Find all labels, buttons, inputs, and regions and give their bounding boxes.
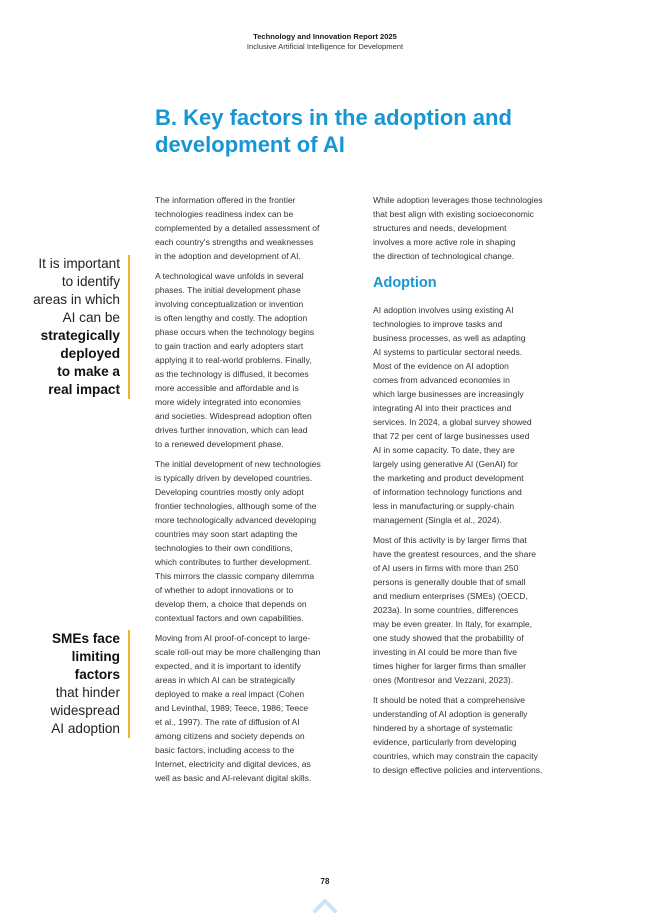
text-line: to design effective policies and interventions. — [373, 765, 543, 775]
text-line: areas in which AI can be strategically — [155, 675, 296, 685]
text-line: involving conceptualization or invention — [155, 299, 304, 309]
text-line: contextual factors and own capabilities. — [155, 613, 304, 623]
text-line: largely using generative AI (GenAI) for — [373, 459, 518, 469]
text-line: Most of the evidence on AI adoption — [373, 361, 509, 371]
text-line: Moving from AI proof-of-concept to large- — [155, 633, 311, 643]
text-line: the marketing and product development — [373, 473, 524, 483]
pull-quote-emphasis: real impact — [48, 382, 120, 397]
pull-quote-line — [18, 648, 120, 666]
text-line: of whether to adopt innovations or to — [155, 585, 294, 595]
text-line: technologies readiness index can be — [155, 209, 294, 219]
text-line: evidence, particularly from developing — [373, 737, 517, 747]
text-line: to a renewed development phase. — [155, 439, 284, 449]
pull-quote-text: that hinder — [55, 685, 120, 700]
pull-quote-line — [18, 327, 120, 345]
text-line: business processes, as well as adapting — [373, 333, 526, 343]
text-line: which large businesses are increasingly — [373, 389, 524, 399]
text-line: While adoption leverages those technologies — [373, 195, 543, 205]
pull-quote-line — [18, 702, 120, 720]
pull-quote-emphasis: limiting — [71, 649, 120, 664]
pull-quote-text: widespread — [50, 703, 120, 718]
text-line: et al., 1997). The rate of diffusion of AI — [155, 717, 300, 727]
text-line: have the greatest resources, and the share — [373, 549, 536, 559]
text-line: in the adoption and development of AI. — [155, 251, 301, 261]
text-line: Internet, electricity and digital devices, as — [155, 759, 311, 769]
text-line: Developing countries mostly only adopt — [155, 487, 304, 497]
left-column — [155, 193, 355, 791]
text-line: times higher for larger firms than smaller — [373, 661, 526, 671]
chevron-up-icon[interactable] — [313, 897, 337, 913]
text-line: basic factors, including access to the — [155, 745, 295, 755]
text-line: and societies. Widespread adoption often — [155, 411, 312, 421]
pull-quote-line — [18, 666, 120, 684]
text-line: hindered by a shortage of systematic — [373, 723, 513, 733]
text-line: phases. The initial development phase — [155, 285, 301, 295]
pull-quote-line — [18, 345, 120, 363]
text-line: AI in some capacity. To date, they are — [373, 445, 515, 455]
text-line: AI systems to particular sectoral needs. — [373, 347, 523, 357]
pull-quote-text: AI can be — [62, 310, 120, 325]
pull-quote-line — [18, 255, 120, 273]
running-header — [0, 32, 650, 52]
text-line: which contributes to further development. — [155, 557, 312, 567]
pull-quote-text: areas in which — [33, 292, 120, 307]
text-line: that 72 per cent of large businesses used — [373, 431, 530, 441]
pull-quote-emphasis: to make a — [57, 364, 120, 379]
text-line: of information technology functions and — [373, 487, 522, 497]
text-line: comes from advanced economies in — [373, 375, 510, 385]
pull-quote-text: AI adoption — [51, 721, 120, 736]
pull-quote-strategic-deployment — [18, 255, 130, 399]
pull-quote-line — [18, 720, 120, 738]
text-line: to gain traction and early adopters start — [155, 341, 304, 351]
paragraph — [373, 533, 573, 687]
page-number: 78 — [320, 877, 330, 886]
pull-quote-text: It is important — [38, 256, 120, 271]
pull-quote-emphasis: deployed — [60, 346, 120, 361]
text-line: technologies to improve tasks and — [373, 319, 503, 329]
text-line: deployed to make a real impact (Cohen — [155, 689, 305, 699]
text-line: applying it to real-world problems. Finally, — [155, 355, 312, 365]
pull-quote-text: to identify — [61, 274, 120, 289]
text-line: Most of this activity is by larger firms that — [373, 535, 527, 545]
right-column-body — [373, 303, 573, 777]
report-subtitle: Inclusive Artificial Intelligence for Development — [246, 42, 404, 51]
paragraph — [373, 303, 573, 527]
text-line: is often lengthy and costly. The adoption — [155, 313, 308, 323]
text-line: phase occurs when the technology begins — [155, 327, 315, 337]
text-line: less in manufacturing or supply-chain — [373, 501, 515, 511]
text-line: technologies to their own conditions, — [155, 543, 293, 553]
text-line: the direction of technological change. — [373, 251, 515, 261]
right-column — [373, 193, 573, 783]
text-line: It should be noted that a comprehensive — [373, 695, 526, 705]
text-line: expected, and it is important to identify — [155, 661, 301, 671]
text-line: persons is generally double that of small — [373, 577, 526, 587]
text-line: is typically driven by developed countries. — [155, 473, 313, 483]
pull-quote-emphasis: SMEs face — [51, 631, 120, 646]
adoption-heading: Adoption — [373, 275, 437, 291]
paragraph — [373, 193, 573, 263]
text-line: integrating AI into their practices and — [373, 403, 512, 413]
text-line: management (Singla et al., 2024). — [373, 515, 502, 525]
pull-quote-line — [18, 363, 120, 381]
text-line: that best align with existing socioeconomic — [373, 209, 535, 219]
text-line: countries may soon start adapting the — [155, 529, 298, 539]
text-line: services. In 2024, a global survey showed — [373, 417, 532, 427]
pull-quote-line — [18, 291, 120, 309]
text-line: more accessible and affordable and is — [155, 383, 299, 393]
pull-quote-line — [18, 273, 120, 291]
text-line: and Levinthal, 1989; Teece, 1986; Teece — [155, 703, 309, 713]
pull-quote-line — [18, 309, 120, 327]
text-line: structures and needs, development — [373, 223, 507, 233]
pull-quote-smes — [18, 630, 130, 738]
report-title: Technology and Innovation Report 2025 — [253, 32, 397, 41]
text-line: more widely integrated into economies — [155, 397, 301, 407]
text-line: investing in AI could be more than five — [373, 647, 517, 657]
text-line: more technologically advanced developing — [155, 515, 317, 525]
paragraph — [373, 693, 573, 777]
right-column-intro — [373, 193, 573, 263]
text-line: ones (Montresor and Vezzani, 2023). — [373, 675, 514, 685]
text-line: develop them, a choice that depends on — [155, 599, 307, 609]
paragraph — [155, 269, 355, 451]
text-line: The information offered in the frontier — [155, 195, 296, 205]
text-line: each country's strengths and weaknesses — [155, 237, 314, 247]
text-line: of AI users in firms with more than 250 — [373, 563, 519, 573]
text-line: well as basic and AI-relevant digital skills. — [155, 773, 312, 783]
section-title: B. Key factors in the adoption and development of AI — [155, 105, 512, 157]
pull-quote-line — [18, 630, 120, 648]
text-line: involves a more active role in shaping — [373, 237, 516, 247]
text-line: as the technology is diffused, it becomes — [155, 369, 309, 379]
text-line: The initial development of new technologies — [155, 459, 321, 469]
paragraph — [155, 631, 355, 785]
text-line: scale roll-out may be more challenging than — [155, 647, 321, 657]
text-line: understanding of AI adoption is generally — [373, 709, 528, 719]
text-line: 2023a). In some countries, differences — [373, 605, 519, 615]
pull-quote-emphasis: strategically — [40, 328, 120, 343]
pull-quote-emphasis: factors — [74, 667, 120, 682]
text-line: among citizens and society depends on — [155, 731, 305, 741]
text-line: frontier technologies, although some of the — [155, 501, 317, 511]
text-line: and medium enterprises (SMEs) (OECD, — [373, 591, 528, 601]
text-line: complemented by a detailed assessment of — [155, 223, 320, 233]
text-line: may be even greater. In Italy, for example, — [373, 619, 532, 629]
text-line: AI adoption involves using existing AI — [373, 305, 514, 315]
text-line: A technological wave unfolds in several — [155, 271, 304, 281]
text-line: drives further innovation, which can lead — [155, 425, 308, 435]
paragraph — [155, 457, 355, 625]
text-line: countries, which may constrain the capacity — [373, 751, 538, 761]
paragraph — [155, 193, 355, 263]
text-line: one study showed that the probability of — [373, 633, 524, 643]
pull-quote-line — [18, 684, 120, 702]
text-line: This mirrors the classic company dilemma — [155, 571, 315, 581]
pull-quote-line — [18, 381, 120, 399]
